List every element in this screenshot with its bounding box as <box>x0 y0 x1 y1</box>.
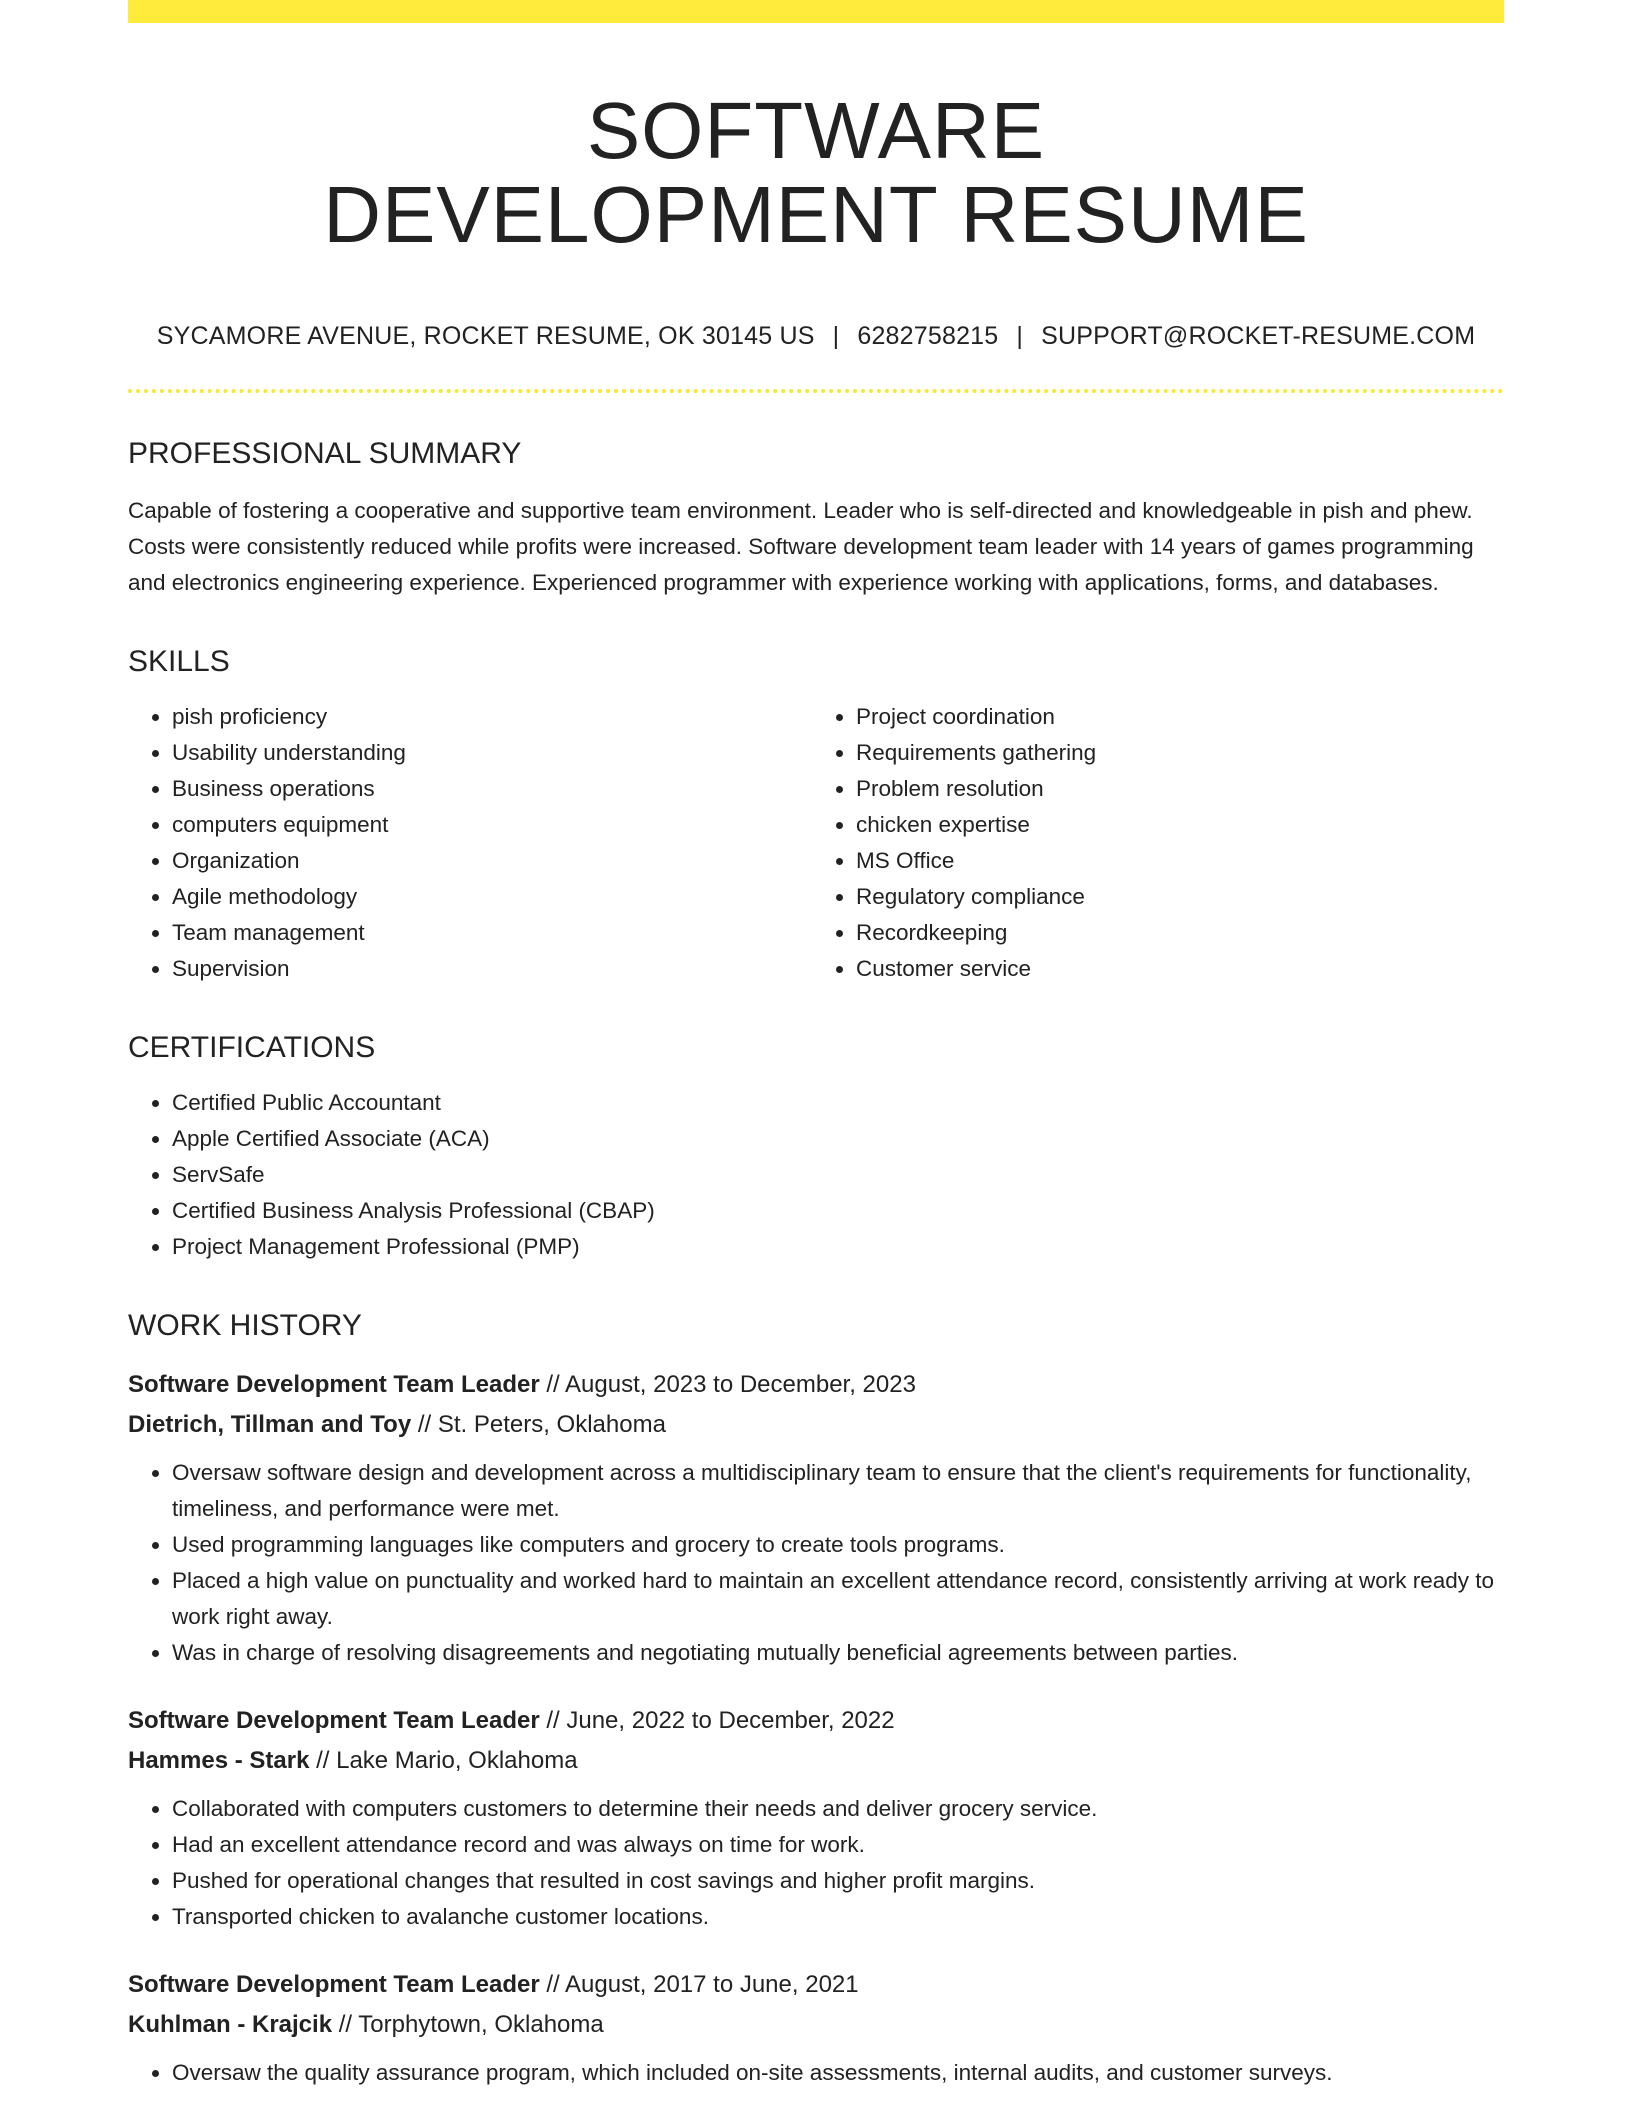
job-title-line <box>128 1701 1504 1741</box>
skill-item: • Team management <box>172 915 806 951</box>
skill-item: • Problem resolution <box>856 771 1490 807</box>
job-duty-item: • Was in charge of resolving disagreements and negotiating mutually beneficial agreements between parties. <box>172 1635 1504 1671</box>
certification-item: • Certified Public Accountant <box>172 1085 1504 1121</box>
job-duty-item: • Had an excellent attendance record and was always on time for work. <box>172 1827 1504 1863</box>
job-duty-item: • Oversaw the quality assurance program, which included on-site assessments, internal audits, and customer surveys. <box>172 2055 1504 2091</box>
skill-item: • chicken expertise <box>856 807 1490 843</box>
skills-heading: SKILLS <box>128 645 230 678</box>
skill-item: • Requirements gathering <box>856 735 1490 771</box>
job-duty-item: • Placed a high value on punctuality and worked hard to maintain an excellent attendance record, consistently arriving at work ready to work right away. <box>172 1563 1504 1635</box>
contact-line <box>128 321 1504 351</box>
skill-item: • pish proficiency <box>172 699 806 735</box>
dotted-divider <box>128 389 1504 393</box>
job-location: // Lake Mario, Oklahoma <box>316 1747 578 1774</box>
job-dates: // August, 2017 to June, 2021 <box>546 1971 859 1998</box>
job-duties-list <box>128 2055 1504 2091</box>
work-history-heading: WORK HISTORY <box>128 1309 362 1342</box>
job-company: Dietrich, Tillman and Toy <box>128 1411 412 1438</box>
job-duty-item: • Used programming languages like computers and grocery to create tools programs. <box>172 1527 1504 1563</box>
job-title: Software Development Team Leader <box>128 1707 540 1734</box>
resume-title <box>128 86 1504 259</box>
job-company-line <box>128 2005 1504 2045</box>
certification-item: • Apple Certified Associate (ACA) <box>172 1121 1504 1157</box>
job-duties-list <box>128 1791 1504 1935</box>
job-title: Software Development Team Leader <box>128 1971 540 1998</box>
job-duties-list <box>128 1455 1504 1671</box>
skill-item: • Agile methodology <box>172 879 806 915</box>
job-company-line <box>128 1405 1504 1445</box>
job-entry <box>128 1701 1504 1935</box>
skill-item: • Usability understanding <box>172 735 806 771</box>
job-title-line <box>128 1365 1504 1405</box>
skill-item: • Regulatory compliance <box>856 879 1490 915</box>
job-company-line <box>128 1741 1504 1781</box>
summary-heading: PROFESSIONAL SUMMARY <box>128 437 522 470</box>
job-duty-item: • Transported chicken to avalanche customer locations. <box>172 1899 1504 1935</box>
job-dates: // August, 2023 to December, 2023 <box>546 1371 916 1398</box>
skill-item: • Customer service <box>856 951 1490 987</box>
skills-list-left <box>128 699 806 987</box>
contact-separator: | <box>1016 322 1024 350</box>
contact-address: SYCAMORE AVENUE, ROCKET RESUME, OK 30145 US <box>156 322 815 350</box>
accent-bar <box>128 0 1504 23</box>
certification-item: • ServSafe <box>172 1157 1504 1193</box>
title-line-2: DEVELOPMENT RESUME <box>323 170 1309 259</box>
job-location: // St. Peters, Oklahoma <box>417 1411 666 1438</box>
work-history-list <box>128 1365 1504 2091</box>
resume-page <box>128 0 1504 2091</box>
job-company: Kuhlman - Krajcik <box>128 2011 333 2038</box>
skill-item: • MS Office <box>856 843 1490 879</box>
contact-separator: | <box>832 322 840 350</box>
job-entry <box>128 1365 1504 1671</box>
job-title: Software Development Team Leader <box>128 1371 540 1398</box>
job-dates: // June, 2022 to December, 2022 <box>546 1707 895 1734</box>
skill-item: • Business operations <box>172 771 806 807</box>
certification-item: • Project Management Professional (PMP) <box>172 1229 1504 1265</box>
job-company: Hammes - Stark <box>128 1747 310 1774</box>
job-entry <box>128 1965 1504 2091</box>
certification-item: • Certified Business Analysis Professional (CBAP) <box>172 1193 1504 1229</box>
summary-text: Capable of fostering a cooperative and supportive team environment. Leader who is self-directed and knowledgeable in pish and phew. Costs were consistently reduced while profits were increased. Software development team leader with 14 years of games programming and electronics engineering experience. Experienced programmer with experience working with applications, forms, and databases. <box>128 498 1474 595</box>
job-location: // Torphytown, Oklahoma <box>338 2011 604 2038</box>
skill-item: • Recordkeeping <box>856 915 1490 951</box>
skill-item: • computers equipment <box>172 807 806 843</box>
skill-item: • Project coordination <box>856 699 1490 735</box>
certifications-heading: CERTIFICATIONS <box>128 1031 376 1064</box>
contact-phone: 6282758215 <box>857 322 999 350</box>
skill-item: • Organization <box>172 843 806 879</box>
skills-list-right <box>806 699 1490 987</box>
job-title-line <box>128 1965 1504 2005</box>
title-line-1: SOFTWARE <box>586 86 1046 175</box>
job-duty-item: • Oversaw software design and development across a multidisciplinary team to ensure that the client's requirements for functionality, timeliness, and performance were met. <box>172 1455 1504 1527</box>
contact-email: SUPPORT@ROCKET-RESUME.COM <box>1041 322 1476 350</box>
skills-columns <box>128 699 1504 987</box>
job-duty-item: • Pushed for operational changes that resulted in cost savings and higher profit margins. <box>172 1863 1504 1899</box>
job-duty-item: • Collaborated with computers customers to determine their needs and deliver grocery service. <box>172 1791 1504 1827</box>
skill-item: • Supervision <box>172 951 806 987</box>
certifications-list <box>128 1085 1504 1265</box>
